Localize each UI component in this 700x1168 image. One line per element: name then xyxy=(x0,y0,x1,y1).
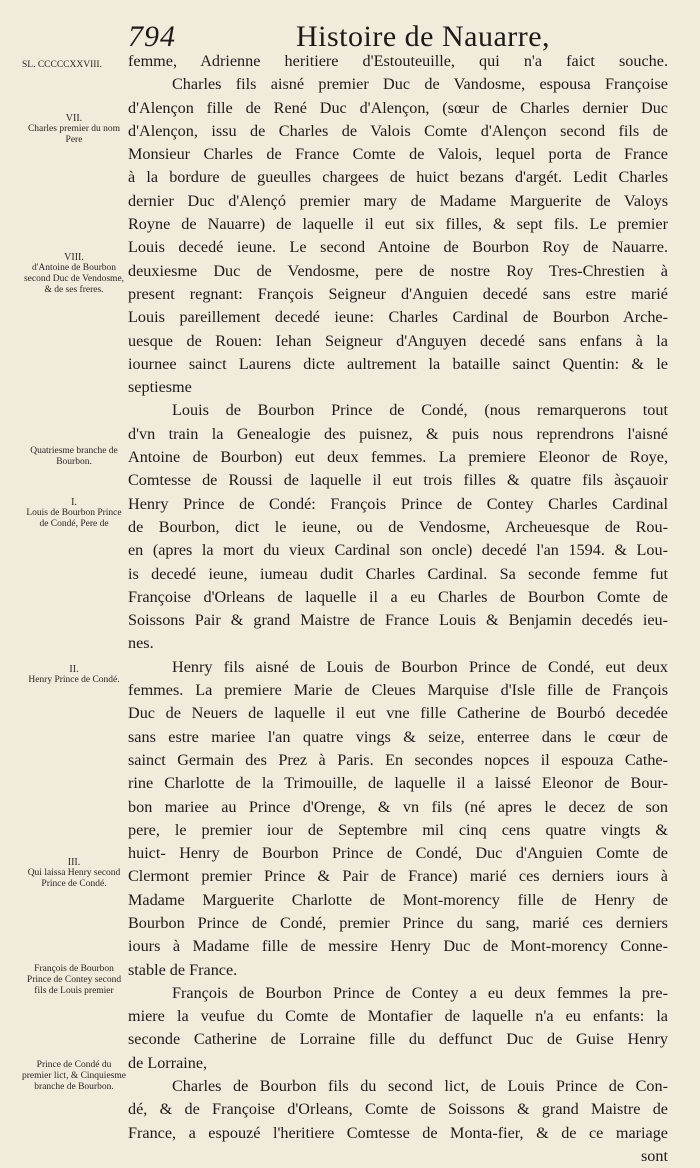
text-line: dé, & de Françoise d'Orleans, Comte de Soissons & grand Maistre de xyxy=(128,1100,668,1119)
text-line: Monsieur Charles de France Comte de Valois, lequel porta de France xyxy=(128,145,668,164)
text-line: de Bourbon, dict le ieune, ou de Vendosme, Archeuesque de Rou- xyxy=(128,517,668,536)
text-line: stable de France. xyxy=(128,960,238,979)
text-line: femmes. La premiere Marie de Cleues Marquise d'Isle fille de François xyxy=(128,681,668,700)
text-line: rine Charlotte de la Trimouille, de laquelle il a laissé Eleonor de Bour- xyxy=(128,774,668,793)
text-line: d'Alençon fille de René Duc d'Alençon, (sœur de Charles dernier Duc xyxy=(128,98,668,117)
margin-note: VIII. d'Antoine de Bourbon second Duc de Vendosme, & de ses freres. xyxy=(23,252,125,295)
text-line: iournee sainct Laurens dicte aultrement la bataille sainct Quentin: & le xyxy=(128,354,668,373)
text-line: Duc de Neuers de laquelle il eut vne fille Catherine de Bourbó decedée xyxy=(128,704,668,723)
text-line: present regnant: François Seigneur d'Anguien decedé sans estre marié xyxy=(128,284,668,303)
text-line: Louis pareillement decedé ieune: Charles Cardinal de Bourbon Arche- xyxy=(128,308,668,327)
margin-note: II. Henry Prince de Condé. xyxy=(28,664,120,685)
text-line: Françoise d'Orleans de laquelle il a eu Charles de Bourbon Comte de xyxy=(128,587,668,606)
text-line: de Lorraine, xyxy=(128,1053,208,1072)
text-line: Charles de Bourbon fils du second lict, de Louis Prince de Con- xyxy=(172,1077,668,1096)
text-line: d'Alençon, issu de Charles de Valois Comte d'Alençon second fils de xyxy=(128,121,668,140)
text-line: Soissons Pair & grand Maistre de France Louis & Benjamin decedés ieu- xyxy=(128,611,668,630)
text-line: dernier Duc d'Alençó premier mary de Madame Marguerite de Valoys xyxy=(128,191,668,210)
text-line: France, a espouzé l'heritiere Comtesse de Monta-fier, & de ce mariage xyxy=(128,1123,668,1142)
text-line: Louis de Bourbon Prince de Condé, (nous remarquerons tout xyxy=(172,401,668,420)
text-line: Louis decedé ieune. Le second Antoine de Bourbon Roy de Nauarre. xyxy=(128,238,668,257)
margin-note: Quatriesme branche de Bourbon. xyxy=(30,446,118,467)
text-line: Madame Marguerite Charlotte de Mont-morency fille de Henry de xyxy=(128,890,668,909)
margin-note: VII. Charles premier du nom Pere xyxy=(27,113,121,145)
text-line: uesque de Rouen: Iehan Seigneur d'Anguyen decedé sans enfans à la xyxy=(128,331,668,350)
text-line: is decedé ieune, iumeau dudit Charles Cardinal. Sa seconde femme fut xyxy=(128,564,668,583)
text-line: Charles fils aisné premier Duc de Vandosme, espousa Françoise xyxy=(172,75,668,94)
margin-note: I. Louis de Bourbon Prince de Condé, Pere de xyxy=(26,497,122,529)
page-number: 794 xyxy=(128,20,176,53)
catchword: sont xyxy=(641,1146,668,1165)
text-line: Antoine de Bourbon) eut deux femmes. La premiere Eleonor de Roye, xyxy=(128,448,668,467)
text-line: Clermont premier Prince & Pair de France) marié ces derniers iours à xyxy=(128,867,668,886)
text-line: d'vn train la Genealogie des puisnez, & puis nous reprendrons l'aisné xyxy=(128,424,668,443)
text-line: sans estre mariee l'an quatre vings & seize, enterree dans le cœur de xyxy=(128,727,668,746)
text-line: seconde Catherine de Lorraine fille du deffunct Duc de Guise Henry xyxy=(128,1030,668,1049)
main-text xyxy=(128,50,668,1168)
text-line: huict- Henry de Bourbon Prince de Condé, Duc d'Anguien Comte de xyxy=(128,844,668,863)
text-line: pere, le premier iour de Septembre mil cinq cens quatre vingts & xyxy=(128,820,668,839)
text-line: nes. xyxy=(128,634,154,653)
text-line: Henry Prince de Condé: François Prince de Contey Charles Cardinal xyxy=(128,494,668,513)
text-line: Bourbon Prince de Condé, premier Prince du sang, marié ces derniers xyxy=(128,913,668,932)
running-title: Histoire de Nauarre, xyxy=(296,20,551,53)
text-line: sainct Germain des Prez à Paris. En secondes nopces il espouza Cathe- xyxy=(128,750,668,769)
text-line: François de Bourbon Prince de Contey a eu deux femmes la pre- xyxy=(172,983,668,1002)
text-line: Comtesse de Roussi de laquelle il eut trois filles & quatre fils àsçauoir xyxy=(128,471,668,490)
margin-note: François de Bourbon Prince de Contey second fils de Louis premier xyxy=(26,964,122,996)
text-line: Henry fils aisné de Louis de Bourbon Prince de Condé, eut deux xyxy=(172,657,668,676)
text-line: miere la veufue du Comte de Montafier de laquelle n'a eu enfants: la xyxy=(128,1007,668,1026)
text-line: à la bordure de gueulles chargees de huict bezans d'argét. Ledit Charles xyxy=(128,168,668,187)
text-line: septiesme xyxy=(128,378,192,397)
text-line: femme, Adrienne heritiere d'Estouteuille, qui n'a faict souche. xyxy=(128,52,668,70)
text-line: iours à Madame fille de messire Henry Duc de Mont-morency Conne- xyxy=(128,937,668,956)
text-line: Royne de Nauarre) de laquelle il eut six filles, & sept fils. Le premier xyxy=(128,215,668,234)
margin-note: SL. CCCCCXXVIII. xyxy=(22,60,102,70)
text-line: en (apres la mort du vieux Cardinal son oncle) decedé l'an 1594. & Lou- xyxy=(128,541,668,560)
text-line: deuxiesme Duc de Vendosme, pere de nostre Roy Tres-Chrestien à xyxy=(128,261,668,280)
margin-note: III. Qui laissa Henry second Prince de Condé. xyxy=(27,857,121,889)
margin-note: Prince de Condé du premier lict, & Cinquiesme branche de Bourbon. xyxy=(22,1060,126,1092)
text-line: bon mariee au Prince d'Orenge, & vn fils (né apres le decez de son xyxy=(128,797,668,816)
